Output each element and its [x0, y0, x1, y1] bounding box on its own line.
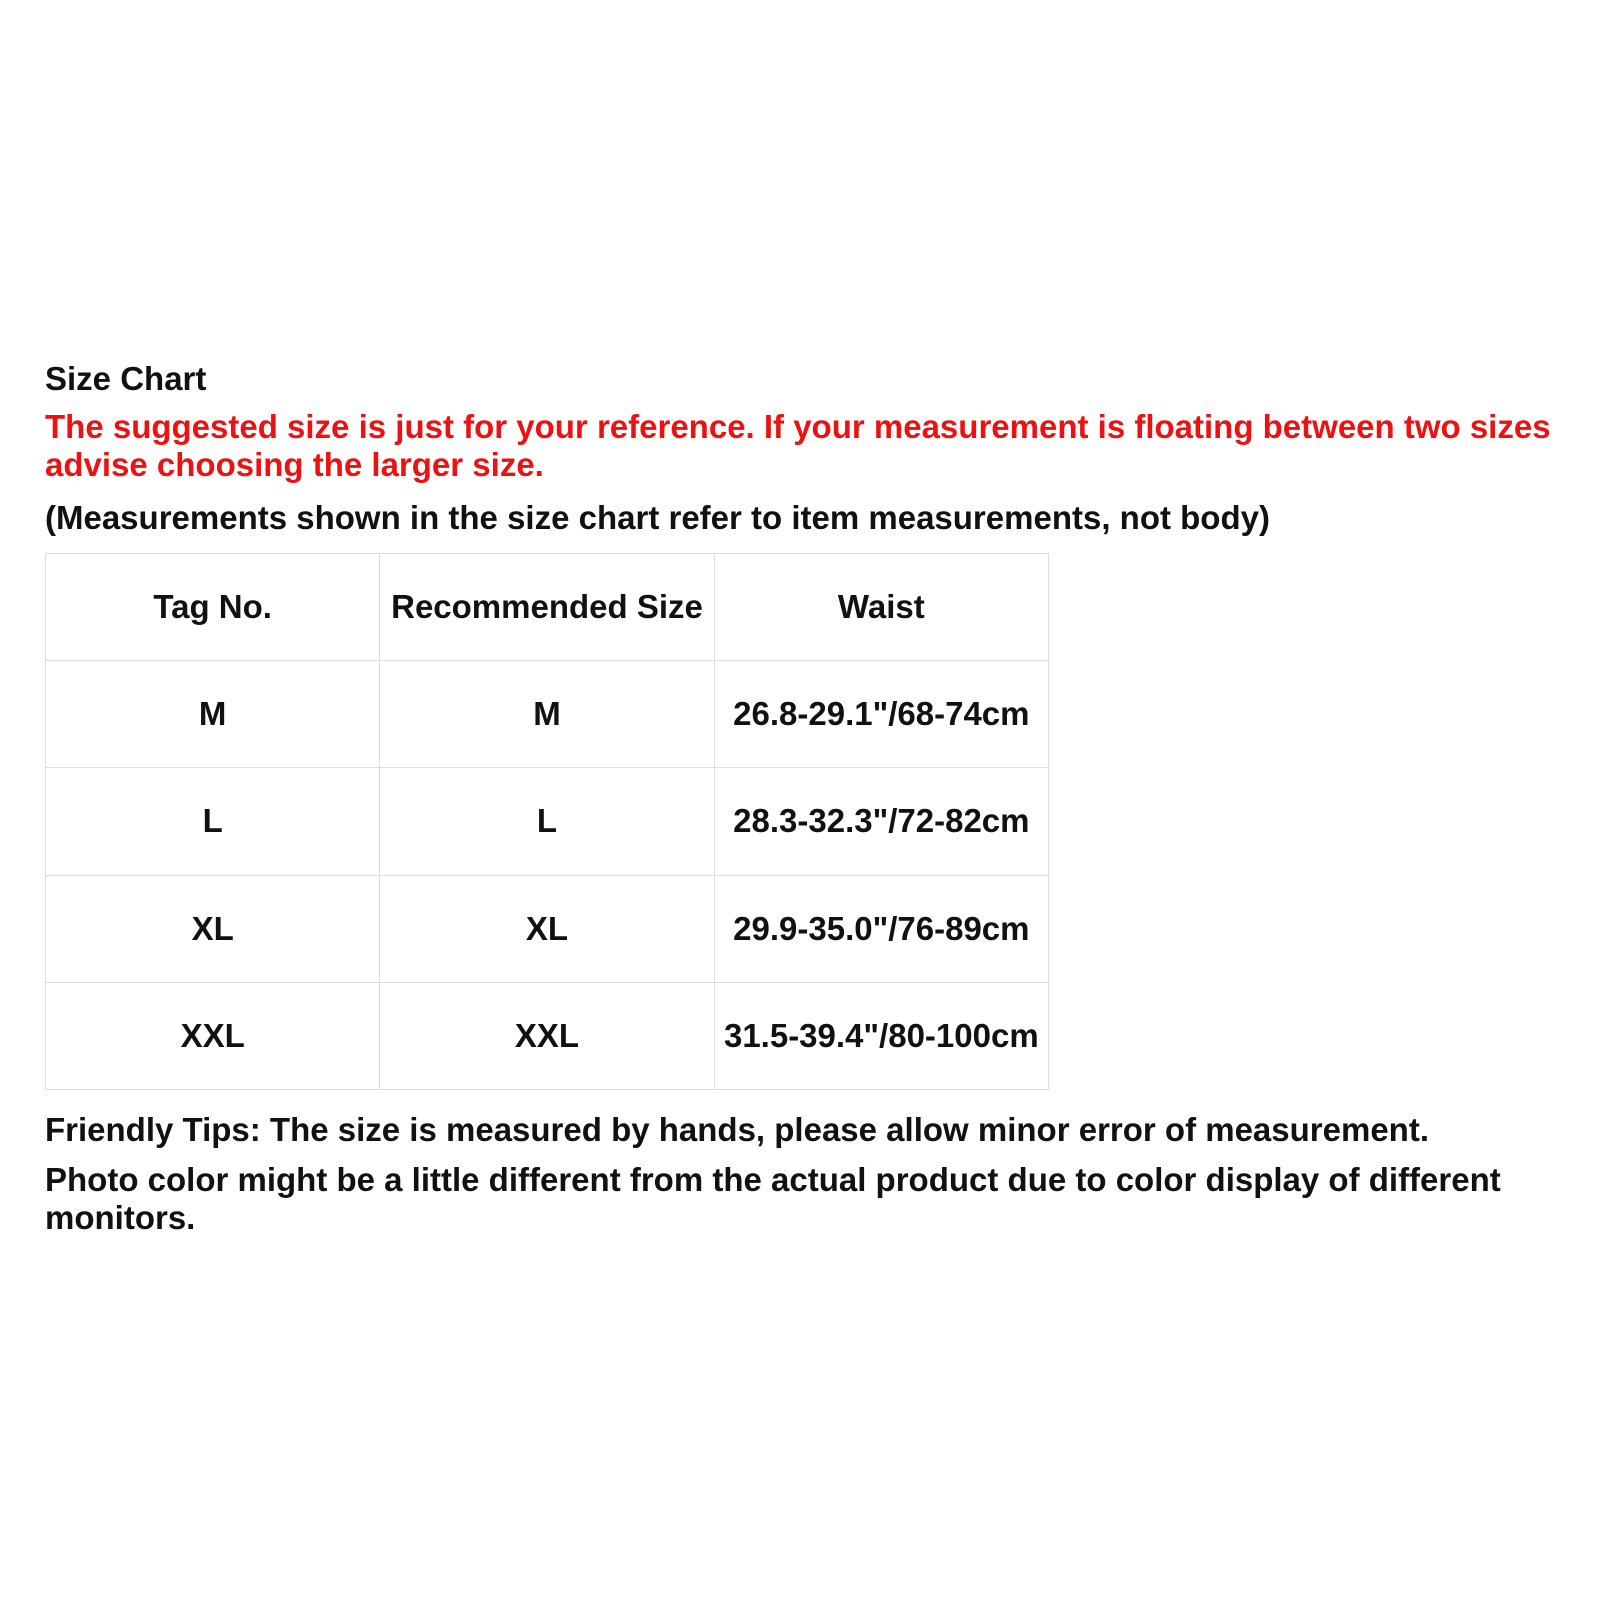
- cell-waist: 26.8-29.1"/68-74cm: [714, 661, 1048, 768]
- size-warning-line-2: advise choosing the larger size.: [45, 446, 544, 483]
- cell-waist: 29.9-35.0"/76-89cm: [714, 875, 1048, 982]
- cell-tag-no: XXL: [46, 982, 380, 1089]
- tip-line-1: Friendly Tips: The size is measured by hands, please allow minor error of measurement.: [45, 1111, 1429, 1148]
- header-tag-no: Tag No.: [46, 554, 380, 661]
- header-waist: Waist: [714, 554, 1048, 661]
- cell-tag-no: L: [46, 768, 380, 875]
- header-recommended-size: Recommended Size: [380, 554, 714, 661]
- friendly-tips: [45, 1111, 1565, 1237]
- cell-recommended-size: M: [380, 661, 714, 768]
- table-row: [46, 982, 1049, 1089]
- size-table: [45, 553, 1049, 1090]
- cell-waist: 28.3-32.3"/72-82cm: [714, 768, 1048, 875]
- size-warning-line-1: The suggested size is just for your reference. If your measurement is floating between two sizes: [45, 408, 1551, 445]
- page-title: Size Chart: [45, 360, 207, 397]
- cell-recommended-size: XL: [380, 875, 714, 982]
- cell-tag-no: XL: [46, 875, 380, 982]
- cell-tag-no: M: [46, 661, 380, 768]
- cell-recommended-size: XXL: [380, 982, 714, 1089]
- cell-recommended-size: L: [380, 768, 714, 875]
- tip-line-2: Photo color might be a little different from the actual product due to color display of different monitors.: [45, 1161, 1501, 1236]
- measurement-note: (Measurements shown in the size chart refer to item measurements, not body): [45, 499, 1270, 536]
- table-header-row: [46, 554, 1049, 661]
- table-row: [46, 768, 1049, 875]
- table-row: [46, 875, 1049, 982]
- table-row: [46, 661, 1049, 768]
- size-warning: [45, 408, 1565, 484]
- cell-waist: 31.5-39.4"/80-100cm: [714, 982, 1048, 1089]
